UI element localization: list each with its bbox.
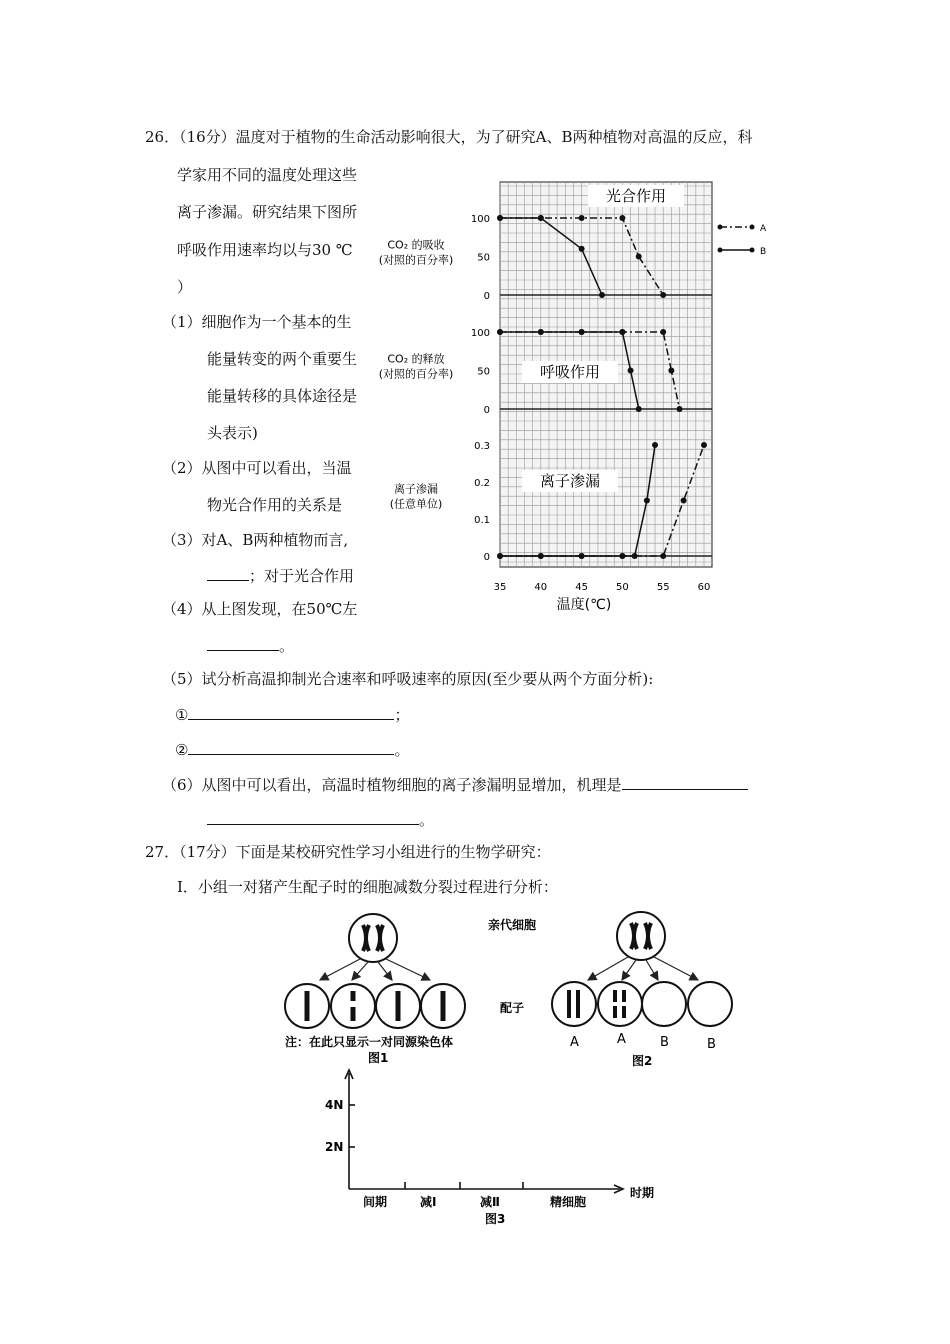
panel-1-point-A	[579, 215, 585, 221]
q26-p6-blank1[interactable]	[622, 775, 748, 790]
panel-3-point-B	[652, 442, 658, 448]
panel-3-point-B	[579, 553, 585, 559]
legend-label-A: A	[760, 224, 767, 234]
q26-p5-item2	[175, 740, 409, 759]
panel-2-point-B	[497, 329, 503, 335]
panel-2-point-A	[660, 329, 666, 335]
x-tick-35: 35	[493, 582, 507, 593]
q26-p6-line1	[162, 775, 748, 794]
q27-header: 27．（17分）下面是某校研究性学习小组进行的生物学研究：	[145, 843, 551, 861]
q26-p3-line1: （3）对A、B两种植物而言,	[162, 531, 349, 549]
q26-intro-line5: ）	[177, 278, 193, 296]
q26-intro-line4: 呼吸作用速率均以与30 ℃	[177, 241, 353, 259]
panel-1-ytick: 0	[483, 291, 490, 302]
fig1-gametes	[285, 984, 465, 1028]
q26-p1-line2: 能量转变的两个重要生	[207, 350, 358, 368]
fig1-gamete-4	[421, 984, 465, 1028]
q26-p6-line2	[207, 810, 434, 829]
panel-1-ylabel-line1: CO₂ 的吸收	[387, 238, 445, 252]
legend-marker-B	[750, 248, 755, 253]
fig1-gamete-3	[376, 984, 420, 1028]
panel-1-ytick: 100	[470, 214, 490, 225]
panel-3-point-B	[644, 498, 650, 504]
fig2-gamete-1	[552, 982, 596, 1026]
fig2-gamete-2	[598, 982, 642, 1026]
x-tick-55: 55	[656, 582, 670, 593]
meiosis-figures	[270, 905, 750, 1070]
panel-2-ytick: 100	[470, 328, 490, 339]
panel-3-ylabel-line2: (任意单位)	[389, 497, 443, 511]
panel-2-ytick: 0	[483, 405, 490, 416]
fig3-caption: 图3	[485, 1212, 506, 1226]
temperature-chart-svg	[360, 165, 810, 620]
fig3	[320, 1065, 680, 1230]
panel-3-point-B	[632, 553, 638, 559]
q26-p1-line3: 能量转移的具体途径是	[207, 387, 358, 405]
q26-p5-blank2[interactable]	[188, 740, 394, 755]
q27-part1: I．小组一对猪产生配子时的细胞减数分裂过程进行分析：	[177, 878, 558, 896]
panel-2-ytick: 50	[477, 366, 490, 378]
panel-2-point-A	[677, 406, 683, 412]
q26-p3-line2	[207, 566, 354, 585]
q26-p2-line2: 物光合作用的关系是	[207, 496, 343, 514]
gamete-label: 配子	[500, 1001, 525, 1015]
q26-p5-item1-end: ；	[394, 706, 410, 724]
panel-3-point-B	[619, 553, 625, 559]
panel-1-point-A	[619, 215, 625, 221]
fig1-gamete-2	[331, 984, 375, 1028]
panel-3-ytick: 0.1	[474, 515, 490, 526]
q26-p2-line1: （2）从图中可以看出，当温	[162, 459, 352, 477]
fig3-xlabel-meiosis2: 减Ⅱ	[480, 1195, 500, 1209]
fig2-label-2: A	[617, 1032, 626, 1047]
q26-p4-line1: （4）从上图发现，在50℃左	[162, 600, 358, 618]
q26-p3-blank1[interactable]	[207, 566, 249, 581]
panel-2-title: 呼吸作用	[539, 363, 601, 381]
fig2-label-3: B	[660, 1035, 669, 1050]
x-axis-label: 温度(℃)	[556, 597, 612, 613]
q26-p6-text: （6）从图中可以看出，高温时植物细胞的离子渗漏明显增加，机理是	[162, 776, 622, 794]
fig3-x-axis-title: 时期	[630, 1186, 655, 1200]
panel-3-point-B	[497, 553, 503, 559]
panel-2-point-B	[619, 329, 625, 335]
x-tick-45: 45	[575, 582, 588, 593]
fig2-gametes	[552, 982, 732, 1026]
q26-p4-line2-end: 。	[279, 637, 295, 655]
x-tick-40: 40	[534, 582, 548, 593]
x-tick-60: 60	[697, 582, 711, 593]
q26-p5-blank1[interactable]	[188, 705, 394, 720]
fig-note: 注：在此只显示一对同源染色体	[285, 1035, 454, 1049]
panel-3-point-B	[538, 553, 544, 559]
panel-1-point-A	[660, 292, 666, 298]
panel-1-point-A	[636, 254, 642, 260]
fig2-label-4: B	[707, 1037, 716, 1052]
panel-3-point-A	[660, 553, 666, 559]
panel-1-point-B	[497, 215, 503, 221]
fig1-gamete-1	[285, 984, 329, 1028]
panel-2-point-A	[668, 368, 674, 374]
panel-3-ytick: 0	[483, 552, 490, 563]
panel-1-point-B	[579, 246, 585, 252]
panel-1-ylabel-line2: (对照的百分率)	[378, 253, 454, 267]
q26-p3-line2-end: ；对于光合作用	[249, 567, 355, 585]
panel-1-ytick: 50	[477, 252, 490, 264]
panel-3-point-A	[701, 442, 707, 448]
q26-intro-line3: 离子渗漏。研究结果下图所	[177, 203, 358, 221]
temperature-chart	[360, 165, 810, 620]
panel-1-point-B	[599, 292, 605, 298]
legend-marker-A	[718, 225, 723, 230]
panel-3-ylabel-line1: 离子渗漏	[394, 482, 438, 496]
fig3-ylabel-2n: 2N	[325, 1140, 344, 1154]
fig1-parent-cell	[349, 914, 397, 962]
q26-p1-line1: （1）细胞作为一个基本的生	[162, 313, 352, 331]
fig2-label-1: A	[570, 1035, 579, 1050]
fig2-gamete-4	[688, 982, 732, 1026]
panel-2-ylabel-line2: (对照的百分率)	[378, 367, 454, 381]
fig2-gamete-3	[642, 982, 686, 1026]
fig2-parent-cell	[617, 912, 665, 960]
q26-p6-blank2[interactable]	[207, 810, 419, 825]
panel-1-title: 光合作用	[605, 187, 667, 205]
q26-p5-item1-label: ①	[175, 706, 189, 724]
fig3-xlabel-sperm: 精细胞	[550, 1195, 587, 1209]
fig3-ylabel-4n: 4N	[325, 1098, 344, 1112]
panel-1-point-B	[538, 215, 544, 221]
panel-3-point-A	[681, 498, 687, 504]
q26-p1-line4: 头表示)	[207, 424, 258, 442]
panel-2-point-B	[628, 368, 634, 374]
q26-header: 26．（16分）温度对于植物的生命活动影响很大，为了研究A、B两种植物对高温的反应，科	[145, 128, 753, 146]
panel-3-ytick: 0.3	[474, 441, 490, 452]
fig3-xlabel-meiosis1: 减Ⅰ	[420, 1195, 437, 1209]
panel-3-title: 离子渗漏	[539, 472, 601, 490]
q26-p5-item2-end: 。	[394, 741, 410, 759]
q26-p4-line2	[207, 636, 294, 655]
legend-marker-A	[750, 225, 755, 230]
fig3-xlabel-interphase: 间期	[363, 1195, 388, 1209]
panel-2-point-B	[538, 329, 544, 335]
panel-3-ytick: 0.2	[474, 478, 490, 489]
panel-2-point-B	[636, 406, 642, 412]
q26-p6-line2-end: 。	[419, 811, 435, 829]
q26-p4-blank[interactable]	[207, 636, 279, 651]
fig1-caption: 图1	[368, 1051, 389, 1065]
q26-p5-item1	[175, 705, 409, 724]
parent-cell-label: 亲代细胞	[488, 918, 537, 932]
legend-marker-B	[718, 248, 723, 253]
q26-p5-line1: （5）试分析高温抑制光合速率和呼吸速率的原因(至少要从两个方面分析):	[162, 670, 654, 688]
x-tick-50: 50	[616, 582, 629, 593]
q26-intro-line2: 学家用不同的温度处理这些	[177, 166, 358, 184]
panel-2-point-B	[579, 329, 585, 335]
q26-p5-item2-label: ②	[175, 741, 189, 759]
legend-label-B: B	[760, 247, 767, 257]
panel-2-ylabel-line1: CO₂ 的释放	[387, 352, 445, 366]
fig2-caption: 图2	[632, 1054, 653, 1068]
